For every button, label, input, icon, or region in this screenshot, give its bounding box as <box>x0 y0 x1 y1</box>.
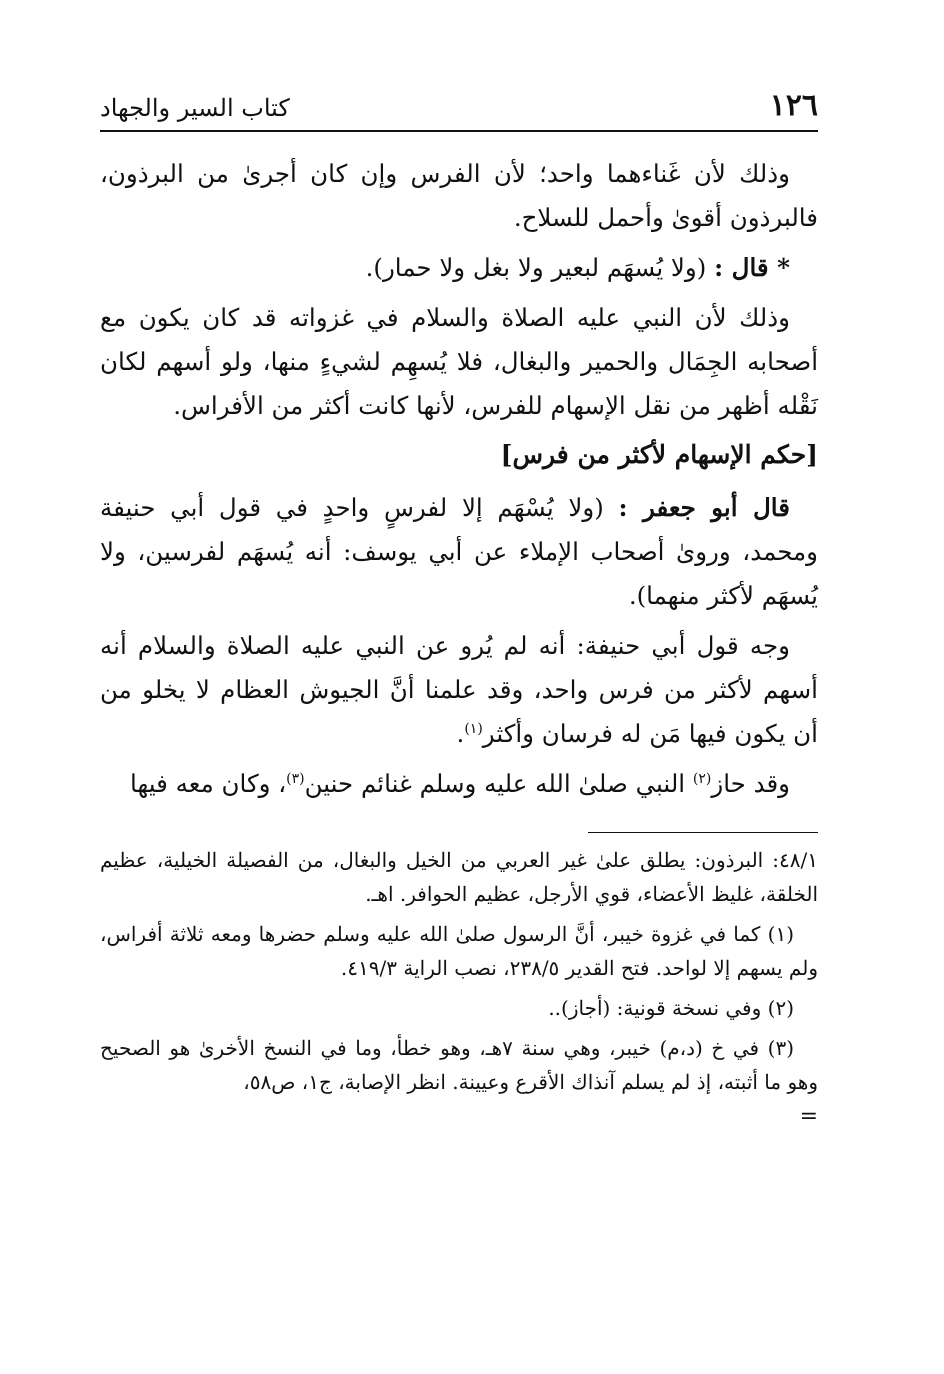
page-header <box>100 86 818 132</box>
footnote-2: (٢) وفي نسخة قونية: (أجاز).. <box>548 996 794 1020</box>
footnote-ref: (٣) <box>286 770 305 787</box>
paragraph-text: ، وكان معه فيها <box>129 769 287 798</box>
matn-text: (ولا يُسهَم لبعير ولا بغل ولا حمار). <box>365 253 715 282</box>
footnotes <box>100 843 818 1129</box>
paragraph-text: وقد حاز <box>711 769 790 798</box>
footnote-divider <box>588 832 818 833</box>
footnote-ref: (١) <box>464 720 483 737</box>
footnote-continuation-mark: = <box>799 1104 818 1129</box>
section-heading: [حكم الإسهام لأكثر من فرس] <box>500 440 818 469</box>
paragraph-6 <box>100 762 818 806</box>
paragraph-2 <box>100 246 818 290</box>
paragraph-1: وذلك لأن غَناءهما واحد؛ لأن الفرس وإن كان أجرىٰ من البرذون، فالبرذون أقوىٰ وأحمل للسلاح. <box>100 159 818 232</box>
paragraph-text: النبي صلىٰ الله عليه وسلم غنائم حنين <box>304 769 693 798</box>
page-number: ١٢٦ <box>769 88 818 123</box>
matn-marker: * قال : <box>714 253 790 282</box>
running-title: كتاب السير والجهاد <box>100 94 290 122</box>
paragraph-text: وجه قول أبي حنيفة: أنه لم يُرو عن النبي عليه الصلاة والسلام أنه أسهم لأكثر من فرس واحد، وقد علمنا أنَّ الجيوش العظام لا يخلو من أن يكون فيها مَن له فرسان وأكثر <box>100 631 818 748</box>
footnote-0: ٤٨/١: البرذون: يطلق علىٰ غير العربي من الخيل والبغال، من الفصيلة الخيلية، عظيم الخلقة، غليظ الأعضاء، قوي الأرجل، عظيم الحوافر. اهـ. <box>100 848 818 906</box>
footnote-3: (٣) في خ (د،م) خيبر، وهي سنة ٧هـ، وهو خطأ، وما في النسخ الأخرىٰ هو الصحيح وهو ما أثبته، إذ لم يسلم آنذاك الأقرع وعيينة. انظر الإصابة، ج١، ص٥٨، <box>100 1036 818 1094</box>
paragraph-3: وذلك لأن النبي عليه الصلاة والسلام في غزواته قد كان يكون مع أصحابه الجِمَال والحمير والبغال، فلا يُسهِم لشيءٍ منها، ولو أسهم لكان نَقْله أظهر من نقل الإسهام للفرس، لأنها كانت أكثر من الأفراس. <box>100 303 818 420</box>
paragraph-5 <box>100 624 818 756</box>
book-page <box>100 86 818 1135</box>
footnote-ref: (٢) <box>692 770 712 787</box>
paragraph-4 <box>100 486 818 618</box>
matn-text: (ولا يُسْهَم إلا لفرسٍ واحدٍ في قول أبي حنيفة ومحمد، وروىٰ أصحاب الإملاء عن أبي يوسف: أنه يُسهَم لفرسين، ولا يُسهَم لأكثر منهما). <box>100 493 818 610</box>
speaker-label: قال أبو جعفر : <box>618 493 790 522</box>
footnote-1: (١) كما في غزوة خيبر، أنَّ الرسول صلىٰ الله عليه وسلم حضرها ومعه ثلاثة أفراس، ولم يسهم إلا لواحد. فتح القدير ٢٣٨/٥، نصب الراية ٤١٩/٣. <box>100 922 818 980</box>
main-text <box>100 152 818 806</box>
paragraph-end: . <box>456 719 465 748</box>
